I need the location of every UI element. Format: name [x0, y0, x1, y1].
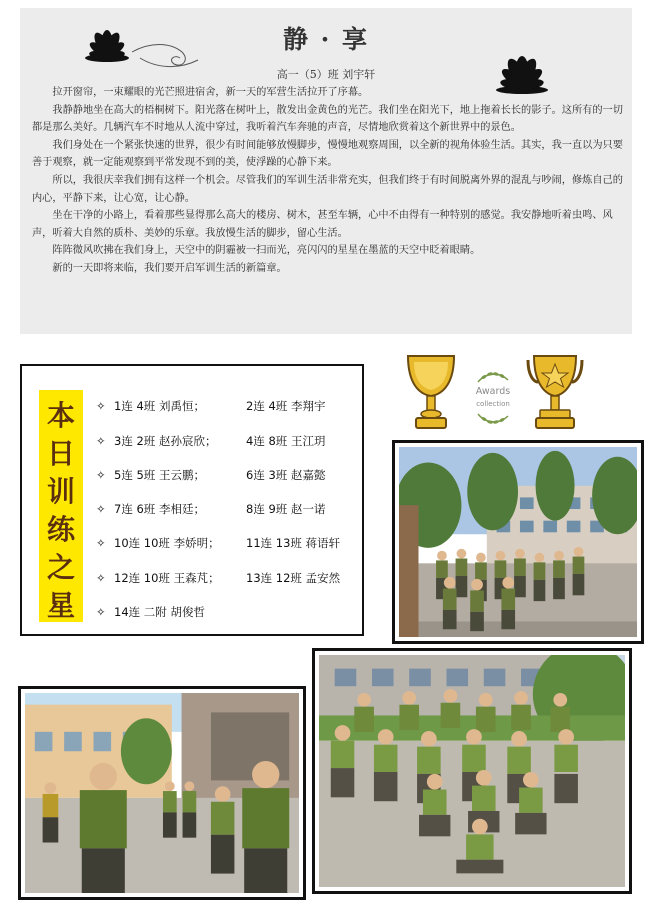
laurel-icon	[476, 412, 510, 426]
star-name: 13连 12班 孟安然	[246, 571, 341, 585]
diamond-bullet-icon: ✧	[96, 434, 106, 448]
star-row	[96, 604, 246, 622]
star-name: 6连 3班 赵嘉懿	[246, 468, 326, 482]
diamond-bullet-icon: ✧	[96, 571, 106, 585]
diamond-bullet-icon: ✧	[96, 468, 106, 482]
star-row	[96, 501, 325, 519]
banner-char: 星	[46, 589, 75, 622]
diamond-bullet-icon: ✧	[96, 502, 106, 516]
diamond-bullet-icon: ✧	[96, 605, 106, 619]
star-name: 14连 二附 胡俊哲	[114, 605, 205, 619]
photo-training-drill	[392, 440, 644, 644]
essay-title: 静 · 享	[282, 25, 370, 54]
boys-lineup-image	[25, 693, 299, 893]
banner-char: 之	[46, 551, 75, 584]
essay-paragraph: 坐在干净的小路上，看着那些显得那么高大的楼房、树木，甚至车辆，心中不由得有一种特别的感觉。我安静地听着虫鸣、风声，听着大自然的质朴、美妙的乐章。我放慢生活的脚步，留心生活。	[32, 210, 613, 239]
essay-paragraph: 拉开窗帘，一束耀眼的光芒照进宿舍，新一天的军营生活拉开了序幕。	[52, 87, 369, 98]
banner-char: 本	[46, 399, 75, 432]
star-name: 12连 10班 王森芃；	[114, 571, 220, 585]
star-row	[96, 535, 340, 553]
essay-byline: 高一（5）班 刘宇轩	[276, 68, 376, 81]
banner-char: 日	[46, 437, 75, 470]
star-name: 11连 13班 蒋语轩	[246, 536, 341, 550]
awards-label: Awards	[475, 386, 511, 397]
essay-paragraph: 我们身处在一个紧张快速的世界，很少有时间能够放慢脚步，慢慢地观察周围，以全新的视角体验生活。其实，我一直以为只要善于观察，就一定能观察到平常发现不到的美，使浮躁的心静下来。	[32, 139, 623, 169]
essay-panel	[20, 8, 632, 334]
awards-sublabel: collection	[476, 400, 510, 408]
training-drill-image	[399, 447, 637, 637]
trophy-star-icon	[526, 352, 584, 432]
essay-paragraph: 所以，我很庆幸我们拥有这样一个机会。尽管我们的军训生活非常充实，但我们终于有时间脱离外界的混乱与吵闹，修炼自己的内心，平静下来，让心宽，让心静。	[32, 174, 623, 204]
essay-body	[32, 84, 624, 278]
star-name: 2连 4班 李翔宇	[246, 399, 326, 413]
trophy-cup-icon	[404, 352, 458, 432]
star-row	[96, 433, 325, 451]
star-name: 1连 4班 刘禹恒；	[114, 399, 205, 413]
banner-char: 训	[46, 475, 75, 508]
training-stars-box	[20, 364, 364, 636]
laurel-icon	[476, 370, 510, 384]
diamond-bullet-icon: ✧	[96, 399, 106, 413]
diamond-bullet-icon: ✧	[96, 536, 106, 550]
essay-paragraph: 阵阵微风吹拂在我们身上，天空中的阴霾被一扫而光，亮闪闪的星星在墨蓝的天空中眨着眼睛。	[52, 245, 481, 257]
star-name: 4连 8班 王江玥	[246, 434, 326, 448]
photo-boys-lineup	[18, 686, 306, 900]
awards-collection-logo	[464, 370, 522, 430]
photo-group	[312, 648, 632, 894]
star-name: 7连 6班 李相廷；	[114, 502, 205, 516]
group-photo-image	[319, 655, 625, 887]
training-stars-banner	[39, 390, 83, 622]
star-row	[96, 467, 325, 485]
star-row	[96, 398, 325, 416]
banner-char: 练	[46, 513, 75, 546]
star-name: 8连 9班 赵一诺	[246, 502, 326, 516]
star-row	[96, 570, 340, 588]
essay-paragraph: 我静静地坐在高大的梧桐树下。阳光落在树叶上，散发出金黄色的光芒。我们坐在阳光下，地上拖着长长的影子。这所有的一切都是那么美好。几辆汽车不时地从人流中穿过，我听着汽车奔驰的声音，尽情地欣赏着这个新世界中的景色。	[32, 104, 623, 134]
star-name: 5连 5班 王云鹏；	[114, 468, 205, 482]
essay-paragraph: 新的一天即将来临，我们要开启军训生活的新篇章。	[52, 262, 287, 274]
star-name: 3连 2班 赵孙宸欣；	[114, 434, 217, 448]
star-name: 10连 10班 李娇明；	[114, 536, 220, 550]
